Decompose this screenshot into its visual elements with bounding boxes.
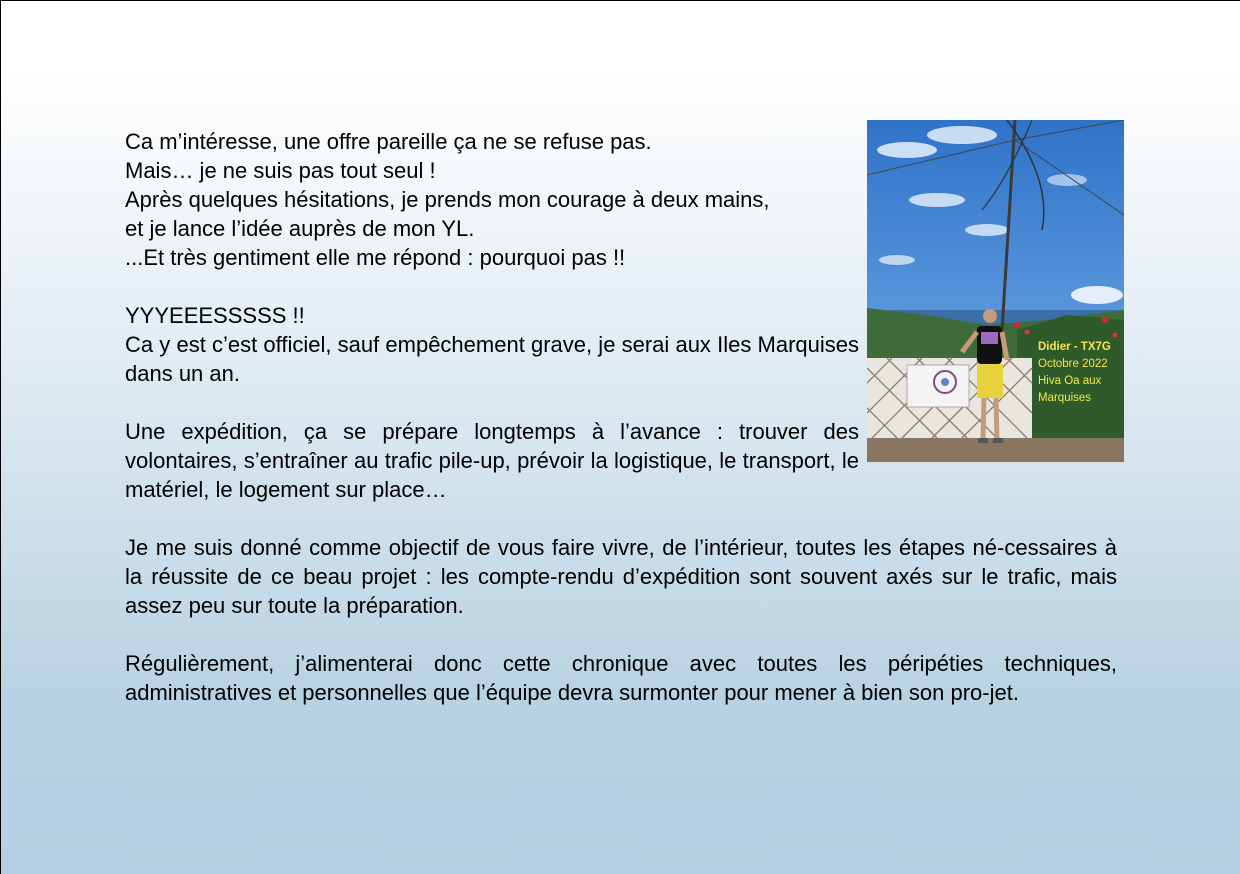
intro-line-5: ...Et très gentiment elle me répond : pourquoi pas !! — [125, 245, 626, 270]
announcement-body: Ca y est c’est officiel, sauf empêchement grave, je serai aux Iles Marquises dans un an. — [125, 332, 859, 386]
caption-date: Octobre 2022 — [1038, 358, 1108, 370]
paragraph-announcement — [125, 301, 859, 388]
intro-line-4: et je lance l’idée auprès de mon YL. — [125, 216, 475, 241]
intro-line-3: Après quelques hésitations, je prends mon courage à deux mains, — [125, 187, 770, 212]
caption-callsign: Didier - TX7G — [1038, 341, 1111, 353]
expedition-photo — [867, 120, 1124, 462]
paragraph-objective: Je me suis donné comme objectif de vous faire vivre, de l’intérieur, toutes les étapes né-cessaires à la réussite de ce beau projet : les compte-rendu d’expédition sont souvent axés sur le trafic, mais assez peu sur toute la préparation. — [125, 535, 1117, 618]
announcement-title: YYYEEESSSSS !! — [125, 303, 305, 328]
intro-line-2: Mais… je ne suis pas tout seul ! — [125, 158, 436, 183]
intro-line-1: Ca m’intéresse, une offre pareille ça ne se refuse pas. — [125, 129, 652, 154]
paragraph-preparation: Une expédition, ça se prépare longtemps à l’avance : trouver des volontaires, s’entraîner au trafic pile-up, prévoir la logistique, le transport, le matériel, le logement sur place… — [125, 419, 859, 502]
caption-place-1: Hiva Oa aux — [1038, 375, 1102, 387]
paragraph-chronicle: Régulièrement, j’alimenterai donc cette chronique avec toutes les péripéties techniques, administratives et personnelles que l’équipe devra surmonter pour mener à bien son pro-jet. — [125, 651, 1117, 705]
caption-place-2: Marquises — [1038, 392, 1092, 404]
paragraph-intro — [125, 127, 859, 272]
photo-caption — [1038, 339, 1111, 407]
